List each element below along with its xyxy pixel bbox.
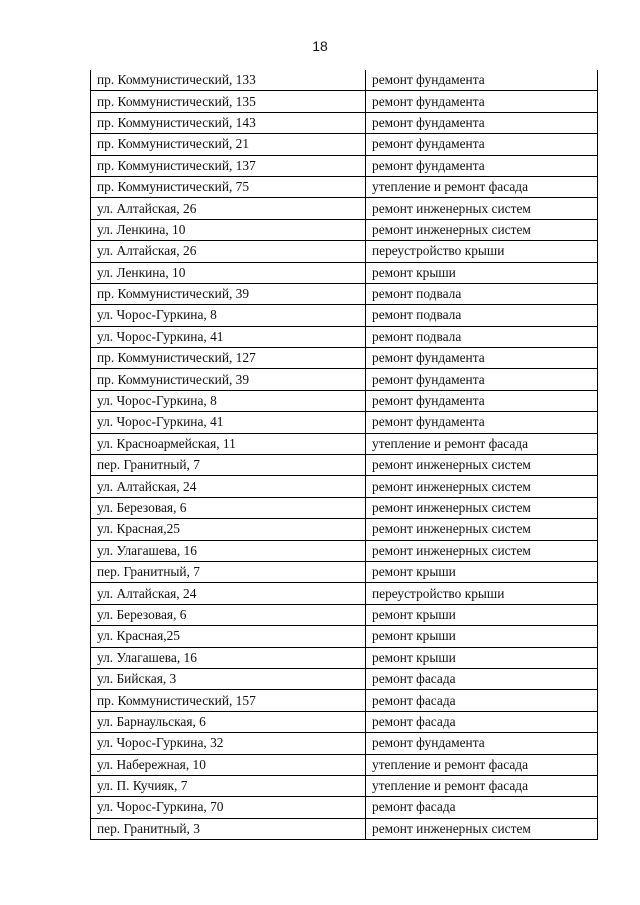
work-type-cell: ремонт инженерных систем — [366, 818, 598, 839]
table-row — [91, 647, 598, 668]
address-cell: пр. Коммунистический, 137 — [91, 155, 366, 176]
address-cell: ул. Алтайская, 24 — [91, 583, 366, 604]
work-type-cell: переустройство крыши — [366, 241, 598, 262]
address-cell: ул. П. Кучияк, 7 — [91, 775, 366, 796]
address-cell: пр. Коммунистический, 39 — [91, 369, 366, 390]
work-type-cell: ремонт инженерных систем — [366, 476, 598, 497]
address-cell: ул. Ленкина, 10 — [91, 219, 366, 240]
table-row — [91, 711, 598, 732]
table-row — [91, 540, 598, 561]
work-type-cell: утепление и ремонт фасада — [366, 433, 598, 454]
work-type-cell: ремонт крыши — [366, 647, 598, 668]
address-cell: пр. Коммунистический, 157 — [91, 690, 366, 711]
table-row — [91, 519, 598, 540]
table-row — [91, 733, 598, 754]
work-type-cell: ремонт крыши — [366, 626, 598, 647]
work-type-cell: ремонт фундамента — [366, 70, 598, 91]
table-row — [91, 262, 598, 283]
table-row — [91, 241, 598, 262]
table-row — [91, 433, 598, 454]
table-row — [91, 476, 598, 497]
work-type-cell: ремонт фундамента — [366, 348, 598, 369]
address-cell: пр. Коммунистический, 39 — [91, 283, 366, 304]
address-cell: ул. Бийская, 3 — [91, 668, 366, 689]
table-row — [91, 561, 598, 582]
work-type-cell: ремонт фундамента — [366, 733, 598, 754]
address-cell: ул. Алтайская, 26 — [91, 241, 366, 262]
address-cell: пер. Гранитный, 7 — [91, 455, 366, 476]
works-table-body — [91, 70, 598, 840]
work-type-cell: ремонт подвала — [366, 283, 598, 304]
work-type-cell: ремонт фундамента — [366, 155, 598, 176]
address-cell: пр. Коммунистический, 75 — [91, 176, 366, 197]
table-row — [91, 497, 598, 518]
table-row — [91, 134, 598, 155]
table-row — [91, 176, 598, 197]
table-row — [91, 412, 598, 433]
table-row — [91, 326, 598, 347]
address-cell: ул. Алтайская, 26 — [91, 198, 366, 219]
work-type-cell: ремонт инженерных систем — [366, 519, 598, 540]
work-type-cell: ремонт крыши — [366, 561, 598, 582]
address-cell: ул. Чорос-Гуркина, 70 — [91, 797, 366, 818]
work-type-cell: ремонт подвала — [366, 326, 598, 347]
table-row — [91, 455, 598, 476]
table-row — [91, 754, 598, 775]
table-row — [91, 604, 598, 625]
page-number: 18 — [312, 38, 328, 54]
work-type-cell: ремонт подвала — [366, 305, 598, 326]
address-cell: пр. Коммунистический, 143 — [91, 112, 366, 133]
work-type-cell: утепление и ремонт фасада — [366, 176, 598, 197]
address-cell: ул. Ленкина, 10 — [91, 262, 366, 283]
table-row — [91, 219, 598, 240]
address-cell: ул. Красная,25 — [91, 626, 366, 647]
table-row — [91, 91, 598, 112]
work-type-cell: переустройство крыши — [366, 583, 598, 604]
work-type-cell: ремонт инженерных систем — [366, 455, 598, 476]
address-cell: пр. Коммунистический, 127 — [91, 348, 366, 369]
address-cell: ул. Чорос-Гуркина, 8 — [91, 390, 366, 411]
table-row — [91, 626, 598, 647]
address-cell: пр. Коммунистический, 133 — [91, 70, 366, 91]
address-cell: ул. Улагашева, 16 — [91, 647, 366, 668]
work-type-cell: ремонт инженерных систем — [366, 540, 598, 561]
table-row — [91, 155, 598, 176]
address-cell: ул. Барнаульская, 6 — [91, 711, 366, 732]
table-row — [91, 583, 598, 604]
address-cell: ул. Красная,25 — [91, 519, 366, 540]
work-type-cell: ремонт фасада — [366, 711, 598, 732]
work-type-cell: ремонт фундамента — [366, 412, 598, 433]
address-cell: ул. Чорос-Гуркина, 41 — [91, 326, 366, 347]
works-table — [90, 70, 598, 840]
address-cell: ул. Березовая, 6 — [91, 604, 366, 625]
work-type-cell: ремонт фундамента — [366, 369, 598, 390]
table-row — [91, 283, 598, 304]
table-row — [91, 818, 598, 839]
work-type-cell: ремонт инженерных систем — [366, 497, 598, 518]
table-row — [91, 390, 598, 411]
work-type-cell: ремонт фундамента — [366, 91, 598, 112]
address-cell: ул. Красноармейская, 11 — [91, 433, 366, 454]
table-row — [91, 198, 598, 219]
table-row — [91, 690, 598, 711]
address-cell: ул. Улагашева, 16 — [91, 540, 366, 561]
table-row — [91, 668, 598, 689]
address-cell: ул. Алтайская, 24 — [91, 476, 366, 497]
address-cell: пр. Коммунистический, 135 — [91, 91, 366, 112]
address-cell: пер. Гранитный, 7 — [91, 561, 366, 582]
table-row — [91, 112, 598, 133]
table-row — [91, 369, 598, 390]
work-type-cell: ремонт инженерных систем — [366, 219, 598, 240]
work-type-cell: ремонт крыши — [366, 604, 598, 625]
address-cell: ул. Чорос-Гуркина, 8 — [91, 305, 366, 326]
work-type-cell: ремонт фасада — [366, 690, 598, 711]
work-type-cell: утепление и ремонт фасада — [366, 775, 598, 796]
work-type-cell: ремонт фундамента — [366, 134, 598, 155]
address-cell: пр. Коммунистический, 21 — [91, 134, 366, 155]
work-type-cell: ремонт инженерных систем — [366, 198, 598, 219]
work-type-cell: ремонт фундамента — [366, 390, 598, 411]
table-row — [91, 797, 598, 818]
work-type-cell: ремонт фасада — [366, 668, 598, 689]
work-type-cell: утепление и ремонт фасада — [366, 754, 598, 775]
address-cell: ул. Чорос-Гуркина, 41 — [91, 412, 366, 433]
work-type-cell: ремонт фасада — [366, 797, 598, 818]
address-cell: ул. Березовая, 6 — [91, 497, 366, 518]
address-cell: ул. Чорос-Гуркина, 32 — [91, 733, 366, 754]
table-row — [91, 70, 598, 91]
work-type-cell: ремонт фундамента — [366, 112, 598, 133]
table-row — [91, 305, 598, 326]
table-row — [91, 775, 598, 796]
work-type-cell: ремонт крыши — [366, 262, 598, 283]
address-cell: пер. Гранитный, 3 — [91, 818, 366, 839]
address-cell: ул. Набережная, 10 — [91, 754, 366, 775]
table-row — [91, 348, 598, 369]
